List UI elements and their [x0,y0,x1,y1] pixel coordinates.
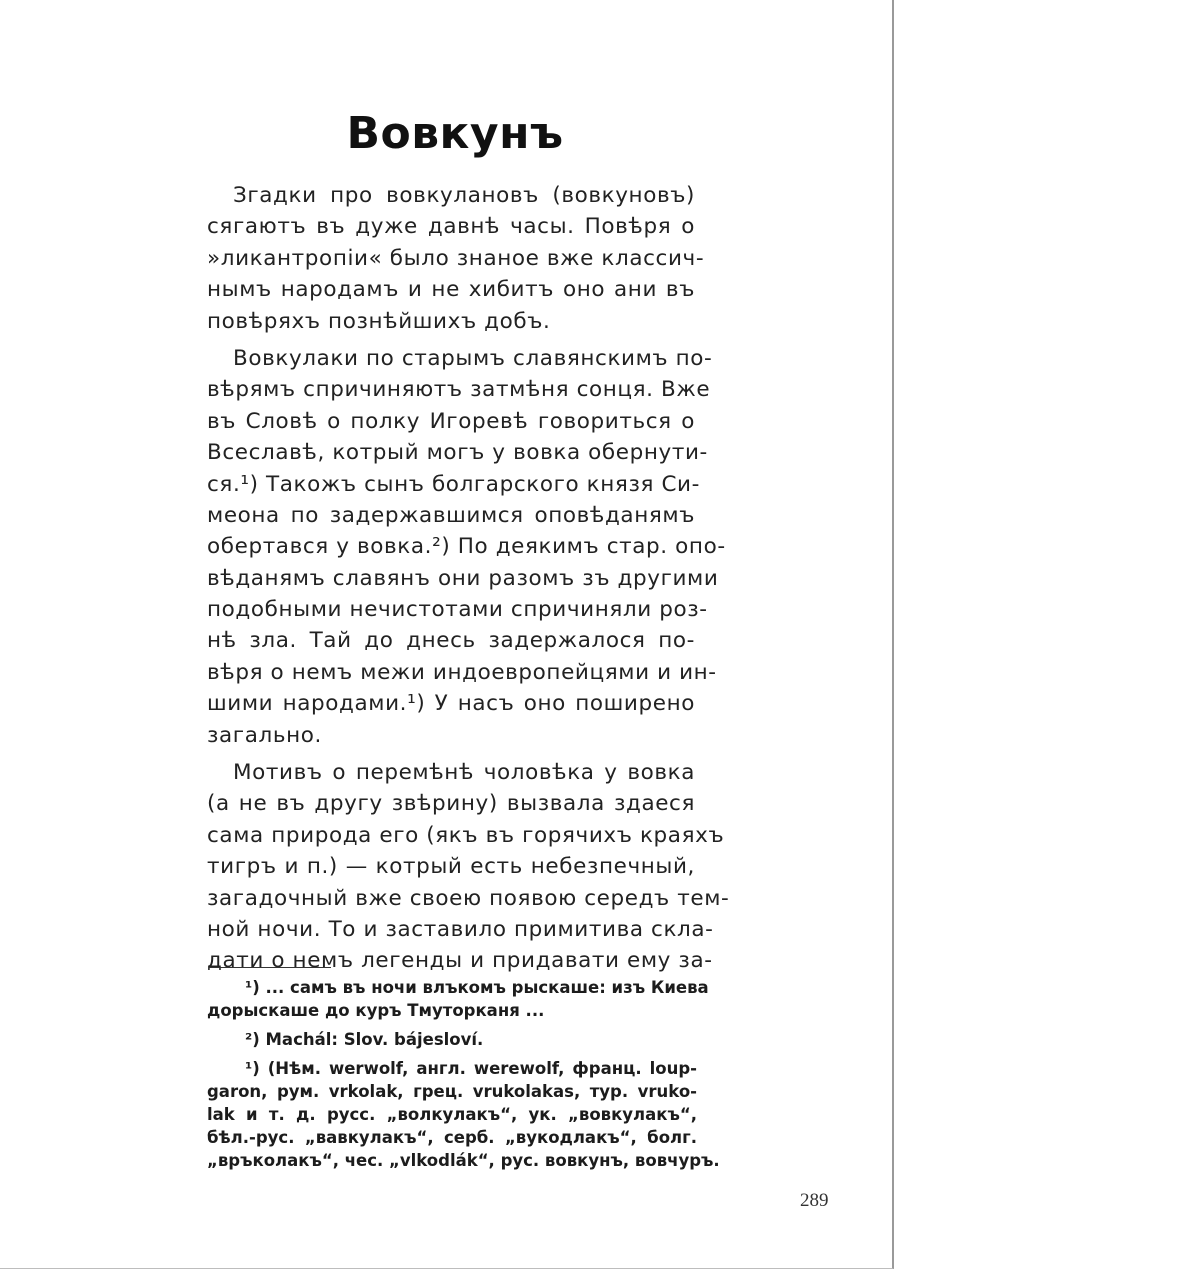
footnote-line: garon, рум. vrkolak, грец. vrukolakas, тур. vruko- [207,1082,697,1101]
footnote [207,1028,697,1051]
footnote-line: дорыскаше до куръ Тмуторканя ... [207,1001,545,1020]
footnote-divider [209,967,331,968]
footnote [207,1057,720,1172]
text-line: Мотивъ о перемѣнѣ чоловѣка у вовка [233,760,695,786]
text-line: вѣря о немъ межи индоевропейцями и ин- [207,659,717,685]
text-line: обертався у вовка.²) По деякимъ стар. опо- [207,534,726,560]
text-line: повѣряхъ познѣйшихъ добъ. [207,308,551,334]
footnote [207,976,709,1022]
text-line: ной ночи. То и заставило примитива скла- [207,916,714,942]
text-line: нѣ зла. Тай до днесь задержалося по- [207,628,695,654]
paragraph [207,343,726,751]
body-text [207,180,730,977]
footnotes [207,976,720,1172]
text-line: сама природа его (якъ въ горячихъ краяхъ [207,822,725,848]
text-line: въ Словѣ о полку Игоревѣ говориться о [207,408,695,434]
text-line: загально. [207,722,322,748]
text-line: дати о немъ легенды и придавати ему за- [207,948,713,974]
text-line: сягаютъ въ дуже давнѣ часы. Повѣря о [207,214,695,240]
footnote-line: ²) Machál: Slov. bájesloví. [245,1030,484,1049]
footnote-line: ¹) ... самъ въ ночи влъкомъ рыскаше: изъ Киева [245,978,709,997]
text-line: тигръ и п.) — котрый есть небезпечный, [207,854,695,880]
text-line: ся.¹) Такожъ сынъ болгарского князя Си- [207,471,700,497]
text-line: Всеславѣ, котрый могъ у вовка обернути- [207,440,708,466]
page-number: 289 [800,1190,829,1211]
text-line: »ликантропіи« было знаное вже классич- [207,245,705,271]
footnote-line: ¹) (Нѣм. werwolf, англ. werewolf, франц. loup- [245,1059,697,1078]
text-line: Згадки про вовкулановъ (вовкуновъ) [233,183,695,208]
footnote-line: lak и т. д. русс. „волкулакъ“, ук. „вовкулакъ“, [207,1105,697,1124]
text-line: подобными нечистотами спричиняли роз- [207,597,708,623]
footnote-line: бѣл.-рус. „вавкулакъ“, серб. „вукодлакъ“, болг. [207,1128,697,1147]
text-line: (а не въ другу звѣрину) вызвала здаеся [207,791,695,817]
text-line: меона по задержавшимся оповѣданямъ [207,502,695,528]
text-line: вѣрямъ спричиняютъ затмѣня сонця. Вже [207,377,711,403]
text-line: загадочный вже своею появою середъ тем- [207,885,730,911]
text-line: нымъ народамъ и не хибитъ оно ани въ [207,277,695,303]
text-line: Вовкулаки по старымъ славянскимъ по- [233,345,713,371]
paragraph [207,757,730,977]
footnote-line: „връколакъ“, чес. „vlkodlák“, рус. вовкунъ, вовчуръ. [207,1151,720,1170]
text-line: шими народами.¹) У насъ оно поширено [207,691,695,717]
text-line: вѣданямъ славянъ они разомъ зъ другими [207,565,719,591]
chapter-title: Вовкунъ [346,108,564,159]
paragraph [207,180,705,337]
